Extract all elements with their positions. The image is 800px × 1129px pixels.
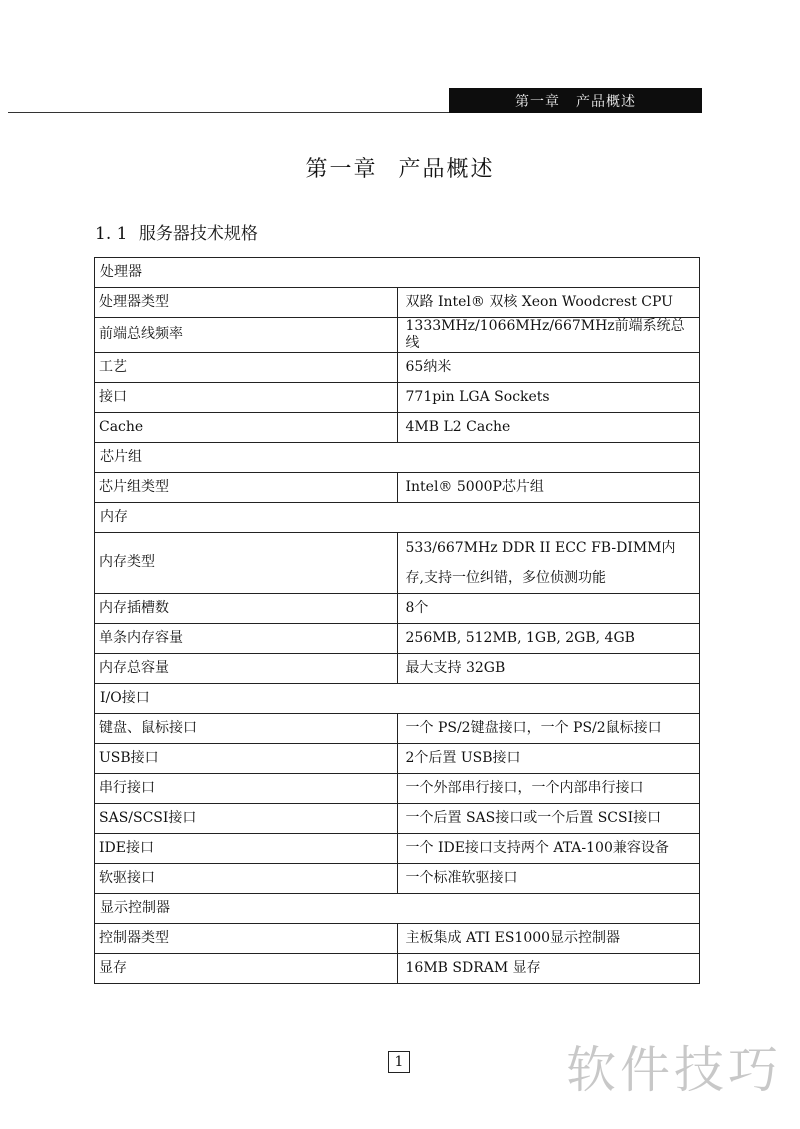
row-value: 一个 IDE接口支持两个 ATA-100兼容设备 [397,833,700,863]
row-label: 串行接口 [95,773,398,803]
section-number: 1. 1 [95,224,128,244]
row-label: 芯片组类型 [95,472,398,502]
row-label: SAS/SCSI接口 [95,803,398,833]
table-row [95,352,700,382]
group-header: 内存 [95,502,700,532]
table-row [95,863,700,893]
group-header: 显示控制器 [95,893,700,923]
row-value: 主板集成 ATI ES1000显示控制器 [397,923,700,953]
row-label: 处理器类型 [95,288,398,318]
row-label: Cache [95,412,398,442]
page-title-chapter: 第一章 [305,157,378,182]
row-value: 一个 PS/2键盘接口，一个 PS/2鼠标接口 [397,713,700,743]
group-header: 芯片组 [95,442,700,472]
section-title: 服务器技术规格 [138,224,258,244]
row-value: 533/667MHz DDR II ECC FB-DIMM内存,支持一位纠错，多位侦测功能 [397,532,700,593]
watermark: 软件技巧 [566,1041,782,1099]
row-label: USB接口 [95,743,398,773]
row-label: 键盘、鼠标接口 [95,713,398,743]
spec-table [94,257,700,984]
row-value: 65纳米 [397,352,700,382]
group-row-io [95,683,700,713]
row-label: 单条内存容量 [95,623,398,653]
row-value: 一个后置 SAS接口或一个后置 SCSI接口 [397,803,700,833]
table-row [95,472,700,502]
group-row-display [95,893,700,923]
page-number: 1 [388,1051,410,1073]
row-label: 前端总线频率 [95,318,398,353]
row-value: Intel® 5000P芯片组 [397,472,700,502]
table-row [95,318,700,353]
page-title-text: 产品概述 [398,157,495,182]
table-row [95,288,700,318]
row-label: 内存总容量 [95,653,398,683]
row-value: 8个 [397,593,700,623]
table-row [95,953,700,983]
row-label: 内存插槽数 [95,593,398,623]
row-label: 控制器类型 [95,923,398,953]
running-header [449,88,702,113]
table-row [95,382,700,412]
running-header-chapter: 第一章 [515,93,560,110]
running-header-title: 产品概述 [576,93,636,110]
table-row [95,743,700,773]
row-value: 一个外部串行接口，一个内部串行接口 [397,773,700,803]
group-row-chipset [95,442,700,472]
group-row-memory [95,502,700,532]
row-value: 771pin LGA Sockets [397,382,700,412]
row-label: 工艺 [95,352,398,382]
row-value: 1333MHz/1066MHz/667MHz前端系统总线 [397,318,700,353]
row-value: 一个标准软驱接口 [397,863,700,893]
row-label: 软驱接口 [95,863,398,893]
table-row [95,833,700,863]
table-row [95,803,700,833]
row-label: IDE接口 [95,833,398,863]
group-header: 处理器 [95,258,700,288]
table-row [95,532,700,593]
table-row [95,923,700,953]
table-row [95,713,700,743]
table-row [95,593,700,623]
row-value: 256MB, 512MB, 1GB, 2GB, 4GB [397,623,700,653]
row-value: 16MB SDRAM 显存 [397,953,700,983]
group-row-processor [95,258,700,288]
row-label: 内存类型 [95,532,398,593]
table-row [95,773,700,803]
row-value: 最大支持 32GB [397,653,700,683]
row-value: 4MB L2 Cache [397,412,700,442]
page-title [0,152,800,183]
row-value: 双路 Intel® 双核 Xeon Woodcrest CPU [397,288,700,318]
table-row [95,623,700,653]
group-header: I/O接口 [95,683,700,713]
row-label: 接口 [95,382,398,412]
table-row [95,653,700,683]
row-value: 2个后置 USB接口 [397,743,700,773]
section-heading [95,219,258,244]
table-row [95,412,700,442]
row-label: 显存 [95,953,398,983]
